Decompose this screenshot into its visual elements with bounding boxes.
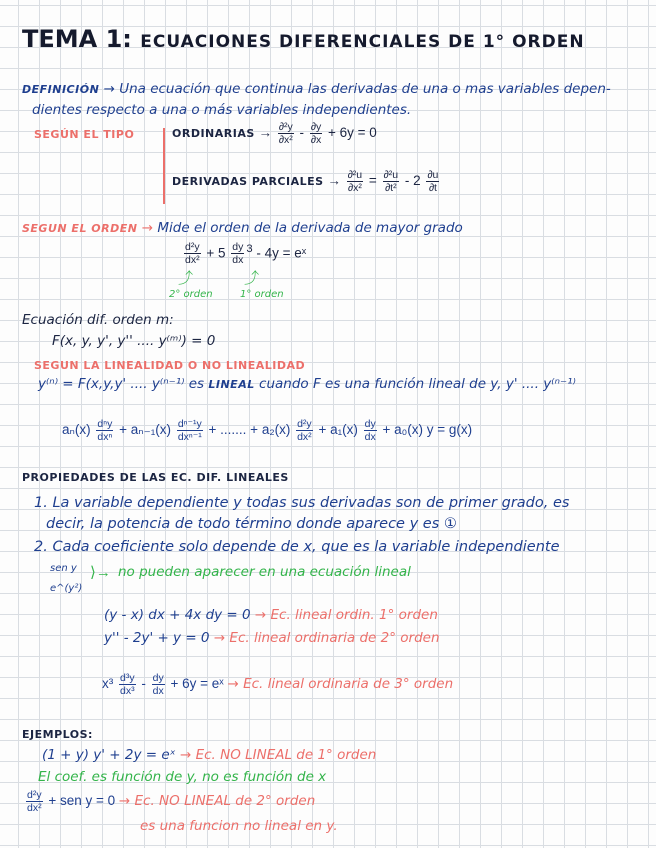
partial-equation-row [172, 169, 441, 194]
linearity-es: es [188, 376, 205, 392]
ordinary-term-2: $\frac{\partial y}{\partial x}$ [310, 121, 322, 146]
examples-heading: EJEMPLOS: [22, 728, 93, 741]
property-1-line-2: decir, la potencia de todo término donde aparece y es ① [46, 516, 457, 532]
linear-example-3-rest: + 6y = eˣ [170, 676, 224, 692]
property-1-line-1: 1. La variable dependiente y todas sus derivadas son de primer grado, es [34, 495, 570, 511]
gen-rest: + a₀(x) y = g(x) [382, 422, 473, 438]
example-2-note: → Ec. NO LINEAL de 2° orden [118, 793, 316, 810]
linear-example-2-note: → Ec. lineal ordinaria de 2° orden [213, 630, 440, 646]
order-text: Mide el orden de la derivada de mayor grado [157, 220, 463, 236]
order-example-equation [182, 240, 306, 266]
linear-example-3-minus: - [141, 676, 146, 692]
example-1-eq: (1 + y) y' + 2y = eˣ [42, 747, 176, 763]
order-label: SEGUN EL ORDEN [22, 222, 138, 235]
order-arrow-up-1: ⤴ [178, 270, 194, 287]
title-main: TEMA 1: [22, 25, 132, 53]
definition-line-1 [22, 80, 611, 99]
definition-arrow: → [103, 81, 115, 97]
properties-heading: PROPIEDADES DE LAS EC. DIF. LINEALES [22, 471, 289, 484]
linear-example-3-pre: x³ [102, 676, 114, 692]
linear-example-1-note: → Ec. lineal ordin. 1° orden [254, 607, 438, 623]
ordinary-term-1: $\frac{\text{∂²y}}{\text{∂x²}}$ [278, 121, 293, 146]
linearity-lineal: LINEAL [208, 378, 255, 391]
definition-text-2: dientes respecto a una o más variables independientes. [32, 102, 412, 118]
ordinary-label: ORDINARIAS [172, 127, 255, 141]
example-1-note: → Ec. NO LINEAL de 1° orden [179, 747, 377, 763]
property-2: 2. Cada coeficiente solo depende de x, que es la variable independiente [34, 539, 560, 555]
order-term-2: $\frac{dy}{dx}$ [232, 241, 244, 267]
gen-term-2: $\frac{\text{d²y}}{\text{dx²}}$ [297, 418, 312, 443]
partial-term-3: $\frac{\partial u}{\partial t}$ [427, 169, 439, 194]
linearity-condition: cuando F es una función lineal de y, y' .... y⁽ⁿ⁻¹⁾ [259, 376, 576, 392]
partial-label: DERIVADAS PARCIALES [172, 175, 324, 189]
order-arrow-up-2: ⤴ [244, 270, 260, 287]
linearity-label: SEGUN LA LINEALIDAD O NO LINEALIDAD [34, 359, 306, 372]
order-term-1: $\frac{\text{d²y}}{\text{dx²}}$ [185, 241, 200, 267]
definition-label: DEFINICIÓN [22, 83, 100, 96]
page-title [22, 24, 585, 57]
gen-coef-2: + ....... + a₂(x) [208, 422, 291, 438]
linear-example-1-eq: (y - x) dx + 4x dy = 0 [104, 607, 251, 623]
example-2-rest: + sen y = 0 [48, 793, 116, 809]
type-bracket-line [163, 128, 165, 204]
ordinary-arrow: → [258, 125, 273, 141]
gen-term-n: $\frac{\text{dⁿy}}{\text{dxⁿ}}$ [97, 418, 113, 443]
property-bracket-arrow: ⟩→ [90, 564, 111, 581]
gen-term-n-1: $\frac{\text{dⁿ⁻¹y}}{\text{dxⁿ⁻¹}}$ [177, 418, 202, 443]
linear-example-2-eq: y'' - 2y' + y = 0 [104, 630, 210, 646]
partial-minus: - 2 [404, 173, 421, 189]
order-annotation-2: 1° orden [240, 289, 284, 300]
gen-coef-n: aₙ(x) [62, 422, 91, 438]
example-2-term: $\frac{\text{d²y}}{\text{dx²}}$ [27, 789, 42, 814]
partial-equals: = [368, 173, 377, 189]
order-exponent: 3 [246, 243, 253, 255]
order-annotation-1: 2° orden [169, 289, 213, 300]
title-sub: ECUACIONES DIFERENCIALES DE 1° ORDEN [140, 32, 585, 52]
property-green-note: no pueden aparecer en una ecuación lineal [118, 564, 411, 580]
order-rest: - 4y = eˣ [256, 245, 307, 261]
ordinary-equation-row [172, 121, 377, 146]
linear-example-2 [104, 629, 440, 647]
gen-coef-1: + a₁(x) [318, 422, 358, 438]
ordinary-rest: + 6y = 0 [327, 125, 377, 141]
example-2-explanation: es una funcion no lineal en y. [140, 818, 338, 834]
linear-example-3-note: → Ec. lineal ordinaria de 3° orden [227, 676, 454, 693]
definition-text-1: Una ecuación que continua las derivadas de una o mas variables depen- [119, 81, 611, 97]
order-row [22, 219, 463, 238]
order-arrow: → [141, 220, 154, 236]
order-plus: + 5 [206, 245, 226, 261]
example-2 [24, 789, 315, 814]
linear-example-1 [104, 606, 438, 624]
order-m-formula: F(x, y, y', y'' .... y⁽ᵐ⁾) = 0 [52, 333, 216, 349]
gen-coef-n-1: + aₙ₋₁(x) [119, 422, 172, 438]
linear-example-3 [102, 672, 453, 697]
linearity-formula: y⁽ⁿ⁾ = F(x,y,y' .... y⁽ⁿ⁻¹⁾ [38, 376, 185, 392]
type-label: SEGÚN EL TIPO [34, 128, 135, 141]
property-sen-y: sen y [50, 563, 77, 574]
order-m-heading: Ecuación dif. orden m: [22, 312, 174, 328]
gen-term-1: $\frac{dy}{dx}$ [364, 418, 376, 443]
example-1 [42, 746, 376, 764]
linearity-definition [38, 375, 576, 394]
property-exp-y: e^(y²) [50, 583, 83, 594]
general-linear-equation [62, 418, 472, 443]
linear-example-3-term-2: $\frac{dy}{dx}$ [152, 672, 164, 697]
partial-arrow: → [327, 173, 341, 189]
ordinary-minus: - [299, 125, 304, 141]
partial-term-1: $\frac{\text{∂²u}}{\text{∂x²}}$ [347, 169, 363, 194]
partial-term-2: $\frac{\text{∂²u}}{\text{∂t²}}$ [383, 169, 399, 194]
linear-example-3-term-1: $\frac{\text{d³y}}{\text{dx³}}$ [120, 672, 135, 697]
example-1-explanation: El coef. es función de y, no es función de x [38, 769, 327, 785]
